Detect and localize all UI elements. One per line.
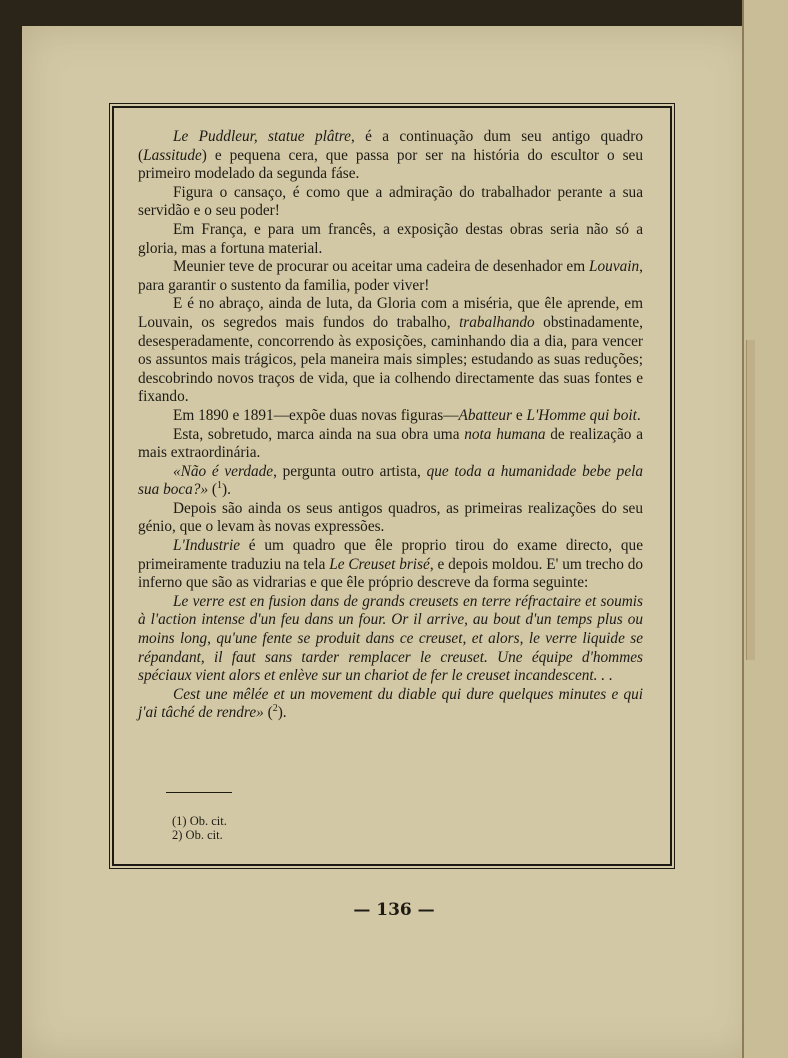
footnote-ref: 1 bbox=[217, 480, 223, 492]
footnote-text: Ob. cit. bbox=[186, 814, 227, 828]
paragraph bbox=[138, 258, 643, 295]
text-run: E é no abraço, ainda de luta, da Gloria com a miséria, que êle aprende, em Louvain, os segredos mais fundos do trabalho, bbox=[138, 295, 643, 331]
text-run: , para garantir o sustento da familia, poder viver! bbox=[138, 258, 643, 294]
text-run: ) e pequena cera, que passa por ser na história do escultor o seu primeiro modelado da segunda fáse. bbox=[138, 146, 643, 183]
text-run: Figura o cansaço, é como que a admiração do trabalhador perante a sua servidão e o seu poder! bbox=[138, 183, 643, 220]
paragraph bbox=[138, 537, 643, 593]
text-run: de realização a mais extraordinária. bbox=[138, 425, 643, 462]
paragraph bbox=[138, 593, 643, 686]
text-run: ( bbox=[208, 481, 218, 499]
footnotes bbox=[172, 814, 227, 842]
text-run: Em 1890 e 1891—expõe duas novas figuras— bbox=[173, 406, 459, 424]
footnote-mark: (1) bbox=[172, 814, 187, 828]
text-run: e bbox=[512, 406, 527, 424]
italic-text: Le Creuset brisé bbox=[329, 555, 430, 573]
paragraph bbox=[138, 500, 643, 537]
footnote-mark: 2) bbox=[172, 828, 183, 842]
paragraph bbox=[138, 128, 643, 184]
italic-text: Cest une mêlée et un movement du diable qui dure quelques minutes e qui j'ai tâché de rendre» bbox=[138, 685, 643, 722]
paragraph bbox=[138, 426, 643, 463]
footnote-text: Ob. cit. bbox=[182, 828, 223, 842]
text-run: , é a continuação dum seu antigo quadro ( bbox=[138, 128, 644, 164]
italic-text: Lassitude bbox=[143, 146, 202, 164]
text-run: ( bbox=[263, 704, 273, 722]
italic-text: L'Industrie bbox=[173, 537, 241, 555]
text-run: Esta, sobretudo, marca ainda na sua obra uma bbox=[173, 425, 465, 443]
text-run: , pergunta outro artista, bbox=[273, 462, 427, 480]
paragraph bbox=[138, 407, 643, 426]
paragraph bbox=[138, 221, 643, 258]
footnote bbox=[172, 814, 227, 828]
text-run: ). bbox=[277, 704, 287, 722]
body-text bbox=[138, 128, 643, 723]
footnote-rule bbox=[166, 792, 232, 793]
text-run: ). bbox=[222, 481, 231, 499]
page-number: — 136 — bbox=[353, 900, 435, 920]
text-run: obstinadamente, desesperadamente, concorrendo às exposições, caminhando dia a dia, para vencer os assuntos mais trágicos, pela maneira mais simples; estudando as suas reduções; descobrindo novos traços de vida, que ia colhendo directamente das suas fontes e fixando. bbox=[138, 313, 644, 406]
paragraph bbox=[138, 686, 643, 723]
italic-text: Louvain bbox=[589, 258, 640, 276]
italic-text: L'Homme qui boit bbox=[526, 406, 637, 424]
paragraph bbox=[138, 295, 643, 407]
footnote bbox=[172, 828, 227, 842]
italic-text: Le Puddleur, statue plâtre bbox=[173, 128, 351, 145]
italic-text: que toda a humanidade bebe pela sua boca?» bbox=[138, 462, 644, 499]
paragraph bbox=[138, 184, 643, 221]
italic-text: Abatteur bbox=[458, 406, 513, 424]
italic-text: trabalhando bbox=[459, 313, 535, 331]
footnote-ref: 2 bbox=[272, 703, 278, 715]
text-run: Meunier teve de procurar ou aceitar uma cadeira de desenhador em bbox=[173, 258, 590, 276]
text-run: , e depois moldou. E' um trecho do inferno que são as vidrarias e que êle próprio descreve da forma seguinte: bbox=[138, 555, 643, 592]
binding-tape bbox=[746, 340, 755, 660]
italic-text: «Não é verdade bbox=[173, 462, 274, 480]
text-run: . bbox=[636, 406, 641, 424]
text-run: Depois são ainda os seus antigos quadros, as primeiras realizações do seu génio, que o levam às novas expressões. bbox=[138, 499, 643, 536]
paragraph bbox=[138, 463, 643, 500]
italic-text: nota humana bbox=[464, 425, 546, 443]
text-run: é um quadro que êle proprio tirou do exame directo, que primeiramente traduziu na tela bbox=[138, 537, 643, 573]
italic-text: Le verre est en fusion dans de grands creusets en terre réfractaire et soumis à l'action intense d'un feu dans un four. Or il arrive, au bout d'un temps plus ou moins long, qu'une fente se produit dans ce creuset, et alors, le verre liquide se répandant, il faut sans tarder remplacer le creuset. Une équipe d'hommes spéciaux vient alors et enlève sur un chariot de fer le creuset incandescent. . . bbox=[138, 592, 643, 685]
text-run: Em França, e para um francês, a exposição destas obras seria não só a gloria, mas a fortuna material. bbox=[138, 220, 643, 257]
